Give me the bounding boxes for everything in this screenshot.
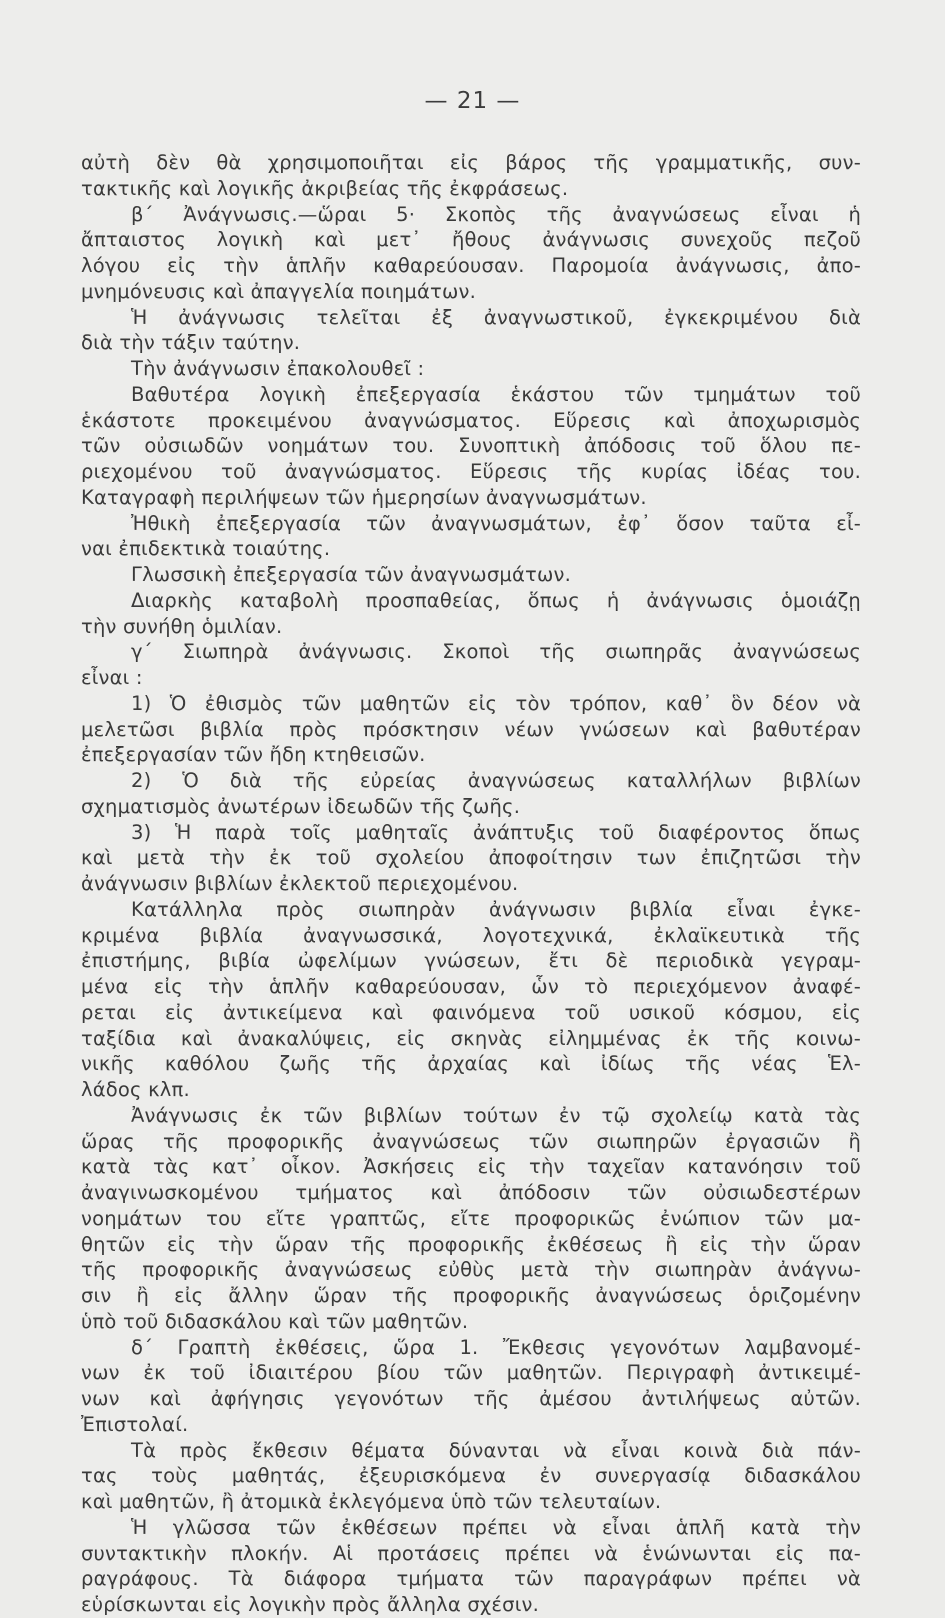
text-line: Βαθυτέρα λογικὴ ἐπεξεργασία ἑκάστου τῶν τμημάτων τοῦ <box>131 382 861 406</box>
text-line: τῶν οὐσιωδῶν νοημάτων του. Συνοπτικὴ ἀπόδοσις τοῦ ὅλου πε- <box>81 434 861 458</box>
text-line: εὑρίσκωνται εἰς λογικὴν πρὸς ἄλληλα σχέσιν. <box>81 1593 539 1616</box>
text-line: ταξίδια καὶ ἀνακαλύψεις, εἰς σκηνὰς εἰλημμένας ἐκ τῆς κοινω- <box>81 1026 861 1050</box>
text-line: Καταγραφὴ περιλήψεων τῶν ἡμερησίων ἀναγνωσμάτων. <box>81 485 647 509</box>
text-line: νων ἐκ τοῦ ἰδιαιτέρου βίου τῶν μαθητῶν. Περιγραφὴ ἀντικειμέ- <box>81 1361 861 1385</box>
text-line: τακτικῆς καὶ λογικῆς ἀκριβείας τῆς ἐκφράσεως. <box>81 176 569 200</box>
text-line: ναι ἐπιδεκτικὰ τοιαύτης. <box>81 537 331 561</box>
text-line: διὰ τὴν τάξιν ταύτην. <box>81 331 301 355</box>
text-line: αὐτὴ δὲν θὰ χρησιμοποιῆται εἰς βάρος τῆς γραμματικῆς, συν- <box>81 151 861 174</box>
text-line: συντακτικὴν πλοκήν. Αἱ προτάσεις πρέπει νὰ ἑνώνωνται εἰς πα- <box>81 1541 861 1565</box>
text-line: Γλωσσικὴ ἐπεξεργασία τῶν ἀναγνωσμάτων. <box>131 563 572 586</box>
text-line: νων καὶ ἀφήγησις γεγονότων τῆς ἀμέσου ἀντιλήψεως αὐτῶν. <box>81 1387 861 1410</box>
text-line: σχηματισμὸς ἀνωτέρων ἰδεωδῶν τῆς ζωῆς. <box>81 794 521 818</box>
text-line: ἐπιστήμης, βιβία ὠφελίμων γνώσεων, ἔτι δὲ περιοδικὰ γεγραμ- <box>81 949 861 973</box>
text-line: ἑκάστοτε προκειμένου ἀναγνώσματος. Εὕρεσις καὶ ἀποχωρισμὸς <box>81 408 861 432</box>
text-line: μένα εἰς τὴν ἁπλῆν καθαρεύουσαν, ὧν τὸ περιεχόμενον ἀναφέ- <box>81 975 861 998</box>
text-line: δ΄ Γραπτὴ ἐκθέσεις, ὥρα 1. Ἔκθεσις γεγονότων λαμβανομέ- <box>131 1335 861 1359</box>
text-line: ραγράφους. Τὰ διάφορα τμήματα τῶν παραγράφων πρέπει νὰ <box>81 1567 861 1591</box>
text-line: 3) Ἡ παρὰ τοῖς μαθηταῖς ἀνάπτυξις τοῦ διαφέροντος ὅπως <box>131 820 861 844</box>
text-line: τῆς προφορικῆς ἀναγνώσεως εὐθὺς μετὰ τὴν σιωπηρὰν ἀνάγνω- <box>81 1258 861 1282</box>
text-line: Ἡ γλῶσσα τῶν ἐκθέσεων πρέπει νὰ εἶναι ἁπλῆ κατὰ τὴν <box>131 1515 861 1539</box>
text-line: θητῶν εἰς τὴν ὥραν τῆς προφορικῆς ἐκθέσεως ἢ εἰς τὴν ὥραν <box>81 1232 861 1256</box>
text-line: λόγου εἰς τὴν ἁπλῆν καθαρεύουσαν. Παρομοία ἀνάγνωσις, ἀπο- <box>81 254 861 277</box>
text-line: τὴν συνήθη ὁμιλίαν. <box>81 614 283 638</box>
text-line: κατὰ τὰς κατ᾿ οἶκον. Ἀσκήσεις εἰς τὴν ταχεῖαν κατανόησιν τοῦ <box>81 1155 861 1179</box>
text-line: Διαρκὴς καταβολὴ προσπαθείας, ὅπως ἡ ἀνάγνωσις ὁμοιάζῃ <box>131 588 861 612</box>
text-line: 2) Ὁ διὰ τῆς εὐρείας ἀναγνώσεως καταλλήλων βιβλίων <box>131 769 861 792</box>
body-text <box>81 150 861 1618</box>
text-line: ἀνάγνωσιν βιβλίων ἐκλεκτοῦ περιεχομένου. <box>81 872 519 895</box>
page-number: — 21 — <box>424 88 521 114</box>
text-line: νοημάτων του εἴτε γραπτῶς, εἴτε προφορικῶς ἐνώπιον τῶν μα- <box>81 1206 861 1230</box>
text-line: ὑπὸ τοῦ διδασκάλου καὶ τῶν μαθητῶν. <box>81 1309 469 1333</box>
text-line: μελετῶσι βιβλία πρὸς πρόσκτησιν νέων γνώσεων καὶ βαθυτέραν <box>81 717 861 741</box>
text-line: ἄπταιστος λογικὴ καὶ μετ᾿ ἤθους ἀνάγνωσις συνεχοῦς πεζοῦ <box>81 228 861 252</box>
text-line: εἶναι : <box>81 666 143 689</box>
text-line: β΄ Ἀνάγνωσις.—ὥραι 5· Σκοπὸς τῆς ἀναγνώσεως εἶναι ἡ <box>131 202 861 226</box>
text-line: ὥρας τῆς προφορικῆς ἀναγνώσεως τῶν σιωπηρῶν ἐργασιῶν ἢ <box>81 1129 861 1153</box>
text-line: γ΄ Σιωπηρὰ ἀνάγνωσις. Σκοποὶ τῆς σιωπηρᾶς ἀναγνώσεως <box>131 640 861 664</box>
text-line: Κατάλληλα πρὸς σιωπηρὰν ἀνάγνωσιν βιβλία εἶναι ἐγκε- <box>131 897 861 921</box>
text-line: κριμένα βιβλία ἀναγνωσσικά, λογοτεχνικά, ἐκλαϊκευτικὰ τῆς <box>81 923 861 947</box>
text-line: καὶ μετὰ τὴν ἐκ τοῦ σχολείου ἀποφοίτησιν των ἐπιζητῶσι τὴν <box>81 846 861 870</box>
text-line: σιν ἢ εἰς ἄλλην ὥραν τῆς προφορικῆς ἀναγνώσεως ὁριζομένην <box>81 1284 861 1307</box>
text-line: Ἡ ἀνάγνωσις τελεῖται ἐξ ἀναγνωστικοῦ, ἐγκεκριμένου διὰ <box>131 305 861 329</box>
text-line: Τὰ πρὸς ἔκθεσιν θέματα δύνανται νὰ εἶναι κοινὰ διὰ πάν- <box>131 1438 861 1462</box>
text-line: Ἠθικὴ ἐπεξεργασία τῶν ἀναγνωσμάτων, ἐφ᾿ ὅσον ταῦτα εἶ- <box>131 511 861 535</box>
text-line: μνημόνευσις καὶ ἀπαγγελία ποιημάτων. <box>81 279 476 303</box>
text-line: καὶ μαθητῶν, ἢ ἀτομικὰ ἐκλεγόμενα ὑπὸ τῶν τελευταίων. <box>81 1490 662 1513</box>
text-line: ἐπεξεργασίαν τῶν ἤδη κτηθεισῶν. <box>81 743 426 767</box>
text-line: Τὴν ἀνάγνωσιν ἐπακολουθεῖ : <box>131 357 425 380</box>
text-line: ρεται εἰς ἀντικείμενα καὶ φαινόμενα τοῦ υσικοῦ κόσμου, εἰς <box>81 1000 861 1024</box>
text-line: Ἐπιστολαί. <box>81 1412 189 1436</box>
text-line: λάδος κλπ. <box>81 1078 190 1101</box>
text-line: 1) Ὁ ἐθισμὸς τῶν μαθητῶν εἰς τὸν τρόπον, καθ᾿ ὃν δέον νὰ <box>131 691 861 715</box>
text-line: τας τοὺς μαθητάς, ἐξευρισκόμενα ἐν συνεργασίᾳ διδασκάλου <box>81 1464 861 1488</box>
text-line: ριεχομένου τοῦ ἀναγνώσματος. Εὕρεσις τῆς κυρίας ἰδέας του. <box>81 460 861 483</box>
text-line: Ἀνάγνωσις ἐκ τῶν βιβλίων τούτων ἐν τῷ σχολείῳ κατὰ τὰς <box>131 1103 861 1127</box>
text-line: νικῆς καθόλου ζωῆς τῆς ἀρχαίας καὶ ἰδίως τῆς νέας Ἑλ- <box>81 1052 861 1076</box>
text-line: ἀναγινωσκομένου τμήματος καὶ ἀπόδοσιν τῶν οὐσιωδεστέρων <box>81 1181 861 1204</box>
